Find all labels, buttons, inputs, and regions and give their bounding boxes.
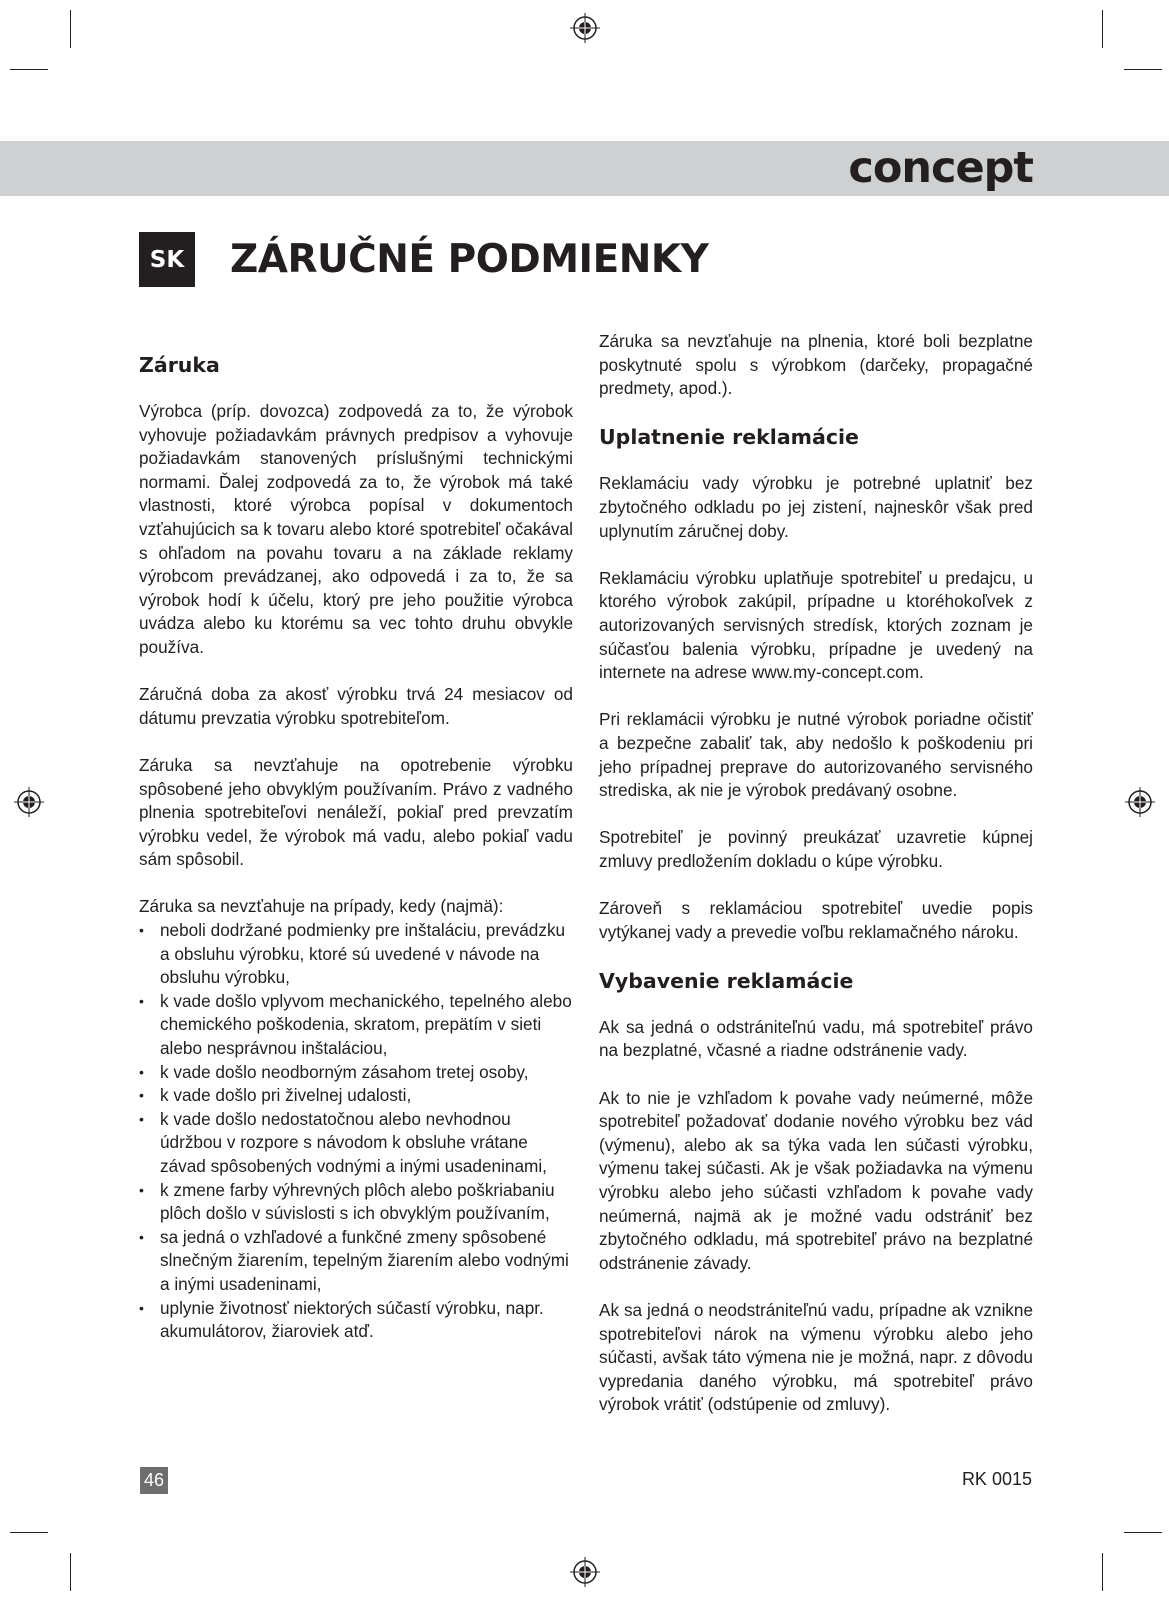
- list-item: • k vade došlo nedostatočnou alebo nevhodnou údržbou v rozpore s návodom k obsluhe vrátane závad spôsobených vodnými a inými usadeninami,: [139, 1108, 573, 1179]
- crop-mark-bottom-right-v: [1102, 1553, 1103, 1591]
- list-item: • neboli dodržané podmienky pre inštaláciu, prevádzku a obsluhu výrobku, ktoré sú uvedené v návode na obsluhu výrobku,: [139, 919, 573, 990]
- registration-mark-icon: [1125, 787, 1155, 817]
- registration-mark-icon: [14, 787, 44, 817]
- crop-mark-bottom-right-h: [1124, 1532, 1162, 1533]
- page-number: 46: [140, 1467, 168, 1494]
- exclusions-list: [139, 919, 573, 1344]
- paragraph: Zároveň s reklamáciou spotrebiteľ uvedie popis vytýkanej vady a prevedie voľbu reklamačného nároku.: [599, 898, 1033, 942]
- crop-mark-bottom-left-h: [10, 1532, 48, 1533]
- paragraph: Ak to nie je vzhľadom k povahe vady neúmerné, môže spotrebiteľ požadovať dodanie nového výrobku bez vád (výmenu), alebo ak sa týka vada len súčasti výrobku, výmenu takej súčasti. Ak je však požiadavka na výmenu výrobku alebo jeho súčasti vzhľadom k povahe vady neúmerná, najmä ak je možné vadu odstrániť bez zbytočného odkladu, má spotrebiteľ právo na bezplatné odstránenie závady.: [599, 1087, 1033, 1273]
- crop-mark-bottom-left-v: [70, 1553, 71, 1591]
- crop-mark-top-left-v: [70, 10, 71, 48]
- paragraph: Záruka sa nevzťahuje na plnenia, ktoré boli bezplatne poskytnuté spolu s výrobkom (darčeky, propagačné predmety, apod.).: [599, 331, 1033, 399]
- list-item: • k vade došlo neodborným zásahom tretej osoby,: [139, 1061, 573, 1085]
- crop-mark-top-right-v: [1102, 10, 1103, 48]
- paragraph: Spotrebiteľ je povinný preukázať uzavretie kúpnej zmluvy predložením dokladu o kúpe výrobku.: [599, 827, 1033, 871]
- paragraph: Ak sa jedná o odstrániteľnú vadu, má spotrebiteľ právo na bezplatné, včasné a riadne odstránenie vady.: [599, 1016, 1033, 1061]
- list-intro: Záruka sa nevzťahuje na prípady, kedy (najmä):: [139, 896, 504, 917]
- model-number: RK 0015: [961, 1469, 1032, 1489]
- section-heading: Uplatnenie reklamácie: [599, 425, 859, 450]
- crop-mark-top-right-h: [1124, 69, 1162, 70]
- page-title: ZÁRUČNÉ PODMIENKY: [230, 237, 709, 282]
- registration-mark-icon: [570, 13, 600, 43]
- list-item: • k vade došlo vplyvom mechanického, tepelného alebo chemického poškodenia, skratom, prepätím v sieti alebo nesprávnou inštaláciou,: [139, 990, 573, 1061]
- brand-logo: concept: [848, 143, 1033, 193]
- list-item: • sa jedná o vzhľadové a funkčné zmeny spôsobené slnečným žiarením, tepelným žiarením alebo vodnými a inými usadeninami,: [139, 1226, 573, 1297]
- registration-mark-icon: [570, 1557, 600, 1587]
- paragraph: Výrobca (príp. dovozca) zodpovedá za to, že výrobok vyhovuje požiadavkám právnych predpisov a vyhovuje požiadavkám stanovených príslušnými technickými normami. Ďalej zodpovedá za to, že výrobok má také vlastnosti, ktoré výrobca popísal v dokumentoch vzťahujúcich sa k tovaru alebo ktoré spotrebiteľ očakával s ohľadom na povahu tovaru a na základe reklamy výrobcom prevádzanej, ako odpovedá i za to, že sa výrobok hodí k účelu, ktorý pre jeho použitie výrobca uvádza alebo ku ktorému sa vec tohto druhu obvykle používa.: [139, 401, 573, 657]
- left-column: [139, 330, 573, 1344]
- paragraph: Reklamáciu výrobku uplatňuje spotrebiteľ u predajcu, u ktorého výrobok zakúpil, prípadne u ktoréhokoľvek z autorizovaných servisných stredísk, ktorých zoznam je súčasťou balenia výrobku, prípadne je uvedený na internete na adrese www.my-concept.com.: [599, 567, 1033, 683]
- right-column: [599, 330, 1033, 1441]
- paragraph: Záruka sa nevzťahuje na opotrebenie výrobku spôsobené jeho obvyklým používaním. Právo z vadného plnenia spotrebiteľovi nenáleží, pokiaľ pred prevzatím výrobku vedel, že výrobok má vadu, alebo pokiaľ vadu sám spôsobil.: [139, 754, 573, 870]
- paragraph: Pri reklamácii výrobku je nutné výrobok poriadne očistiť a bezpečne zabaliť tak, aby nedošlo k poškodeniu pri jeho prípadnej preprave do autorizovaného servisného strediska, ak nie je výrobok predávaný osobne.: [599, 709, 1033, 801]
- language-badge: SK: [139, 232, 195, 287]
- list-item: • k zmene farby výhrevných plôch alebo poškriabaniu plôch došlo v súvislosti s ich obvyklým používaním,: [139, 1179, 573, 1226]
- paragraph: Reklamáciu vady výrobku je potrebné uplatniť bez zbytočného odkladu po jej zistení, najneskôr však pred uplynutím záručnej doby.: [599, 473, 1033, 541]
- section-heading: Vybavenie reklamácie: [599, 968, 854, 993]
- section-heading: Záruka: [139, 353, 220, 377]
- paragraph: Záručná doba za akosť výrobku trvá 24 mesiacov od dátumu prevzatia výrobku spotrebiteľom.: [139, 684, 573, 728]
- list-item: • k vade došlo pri živelnej udalosti,: [139, 1084, 573, 1108]
- paragraph: Ak sa jedná o neodstrániteľnú vadu, prípadne ak vznikne spotrebiteľovi nárok na výmenu výrobku alebo jeho súčasti, avšak táto výmena nie je možná, napr. z dôvodu vypredania daného výrobku, má spotrebiteľ právo výrobok vrátiť (odstúpenie od zmluvy).: [599, 1299, 1033, 1415]
- crop-mark-top-left-h: [10, 69, 48, 70]
- list-item: • uplynie životnosť niektorých súčastí výrobku, napr. akumulátorov, žiaroviek atď.: [139, 1297, 573, 1344]
